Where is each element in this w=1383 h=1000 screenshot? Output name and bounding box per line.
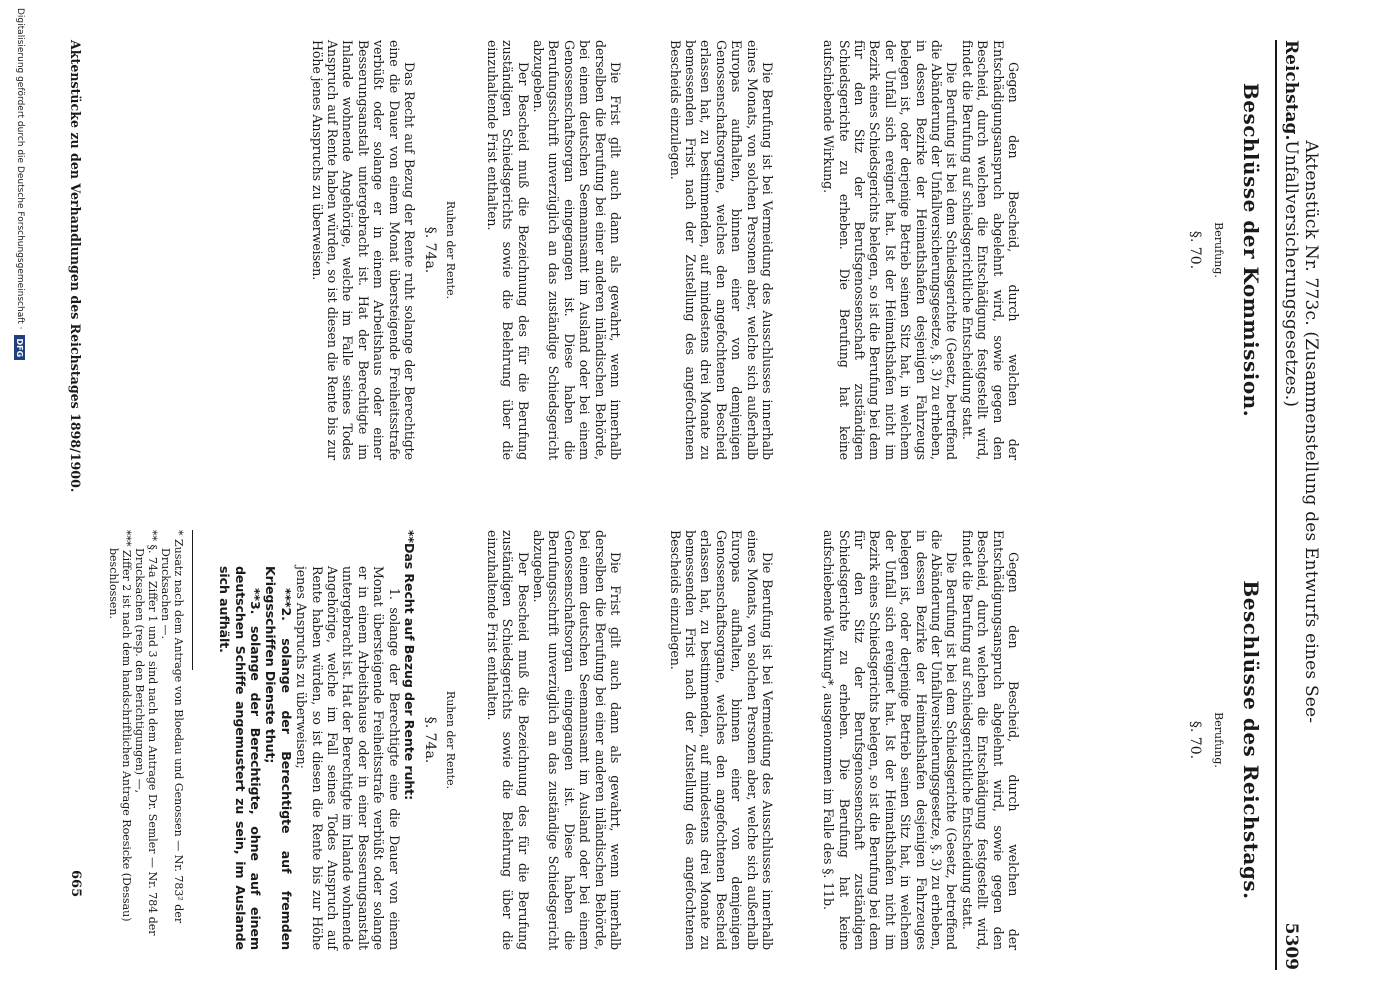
header-page-number: 5309 bbox=[1281, 922, 1301, 970]
right-paragraph-6-intro: **Das Recht auf Bezug der Rente ruht: bbox=[402, 530, 417, 801]
left-ruhen-label: Ruhen der Rente. bbox=[444, 200, 457, 300]
right-ruhen-label: Ruhen der Rente. bbox=[444, 690, 457, 790]
right-section-74a: §. 74a. bbox=[422, 716, 438, 764]
right-text-block-2 bbox=[667, 530, 775, 950]
digitization-text: Digitalisierung gefördert durch die Deutsche Forschungsgemeinschaft · bbox=[15, 8, 25, 330]
right-list-item-2: ***2. solange der Berechtigte auf fremden Kriegsschiffen Dienste thut; bbox=[263, 566, 294, 950]
left-section-70: §. 70. bbox=[1187, 230, 1203, 270]
right-list-item-3: **3. solange der Berechtigte, ohne auf einem deutschen Schiffe angemustert zu sein, im Auslande sich aufhält. bbox=[217, 566, 263, 950]
right-paragraph-5: Der Bescheid muß die Bezeichnung des für die Berufung zuständigen Schiedsgerichts sowie die Belehrung über die einzuhaltende Frist enthalten. bbox=[484, 530, 531, 950]
left-paragraph-2: Die Berufung ist bei dem Schiedsgerichte (Gesetz, betreffend die Abänderung der Unfallversicherungsgesetze, §. 3) zu erheben, in dessen Bezirke der Heimathshafen desjenigen Fahrzeugs belegen ist, oder derjenige Betrieb seinen Sitz hat, in welchem der Unfall sich ereignet hat. Ist der Heimathshafen nicht im Bezirk eines Schiedsgerichts belegen, so ist die Berufung bei dem für den Sitz der Berufsgenossenschaft zuständigen Schiedsgerichte zu erheben. Die Berufung hat keine aufschiebende Wirkung. bbox=[821, 40, 960, 460]
header-left: Reichstag. bbox=[1281, 40, 1301, 141]
right-text-block-4 bbox=[217, 530, 417, 950]
left-text-block-2 bbox=[667, 40, 775, 460]
left-paragraph-1: Gegen den Bescheid, durch welchen der Entschädigungsanspruch abgelehnt wird, sowie gegen den Bescheid, durch welchen die Entschädigung festgestellt wird, findet die Berufung auf schiedsgerichtliche Entscheidung statt. bbox=[959, 40, 1021, 460]
right-paragraph-4: Die Frist gilt auch dann als gewahrt, wenn innerhalb derselben die Berufung bei einer anderen inländischen Behörde, bei einem deutschen Seemannsamt im Ausland oder bei einem Genossenschaftsorgan eingegangen ist. Diese haben die Berufungsschrift unverzüglich an das zuständige Schiedsgericht abzugeben. bbox=[530, 530, 623, 950]
footnote-1: * Zusatz nach dem Antrage von Bloedau und Genossen — Nr. 783² der Drucksachen —. bbox=[159, 530, 185, 924]
left-paragraph-4: Die Frist gilt auch dann als gewahrt, wenn innerhalb derselben die Berufung bei einer anderen inländischen Behörde, bei einem deutschen Seemannsamt im Ausland oder bei einem Genossenschaftsorgan eingegangen ist. Diese haben die Berufungsschrift unverzüglich an das zuständige Schiedsgericht abzugeben. bbox=[530, 40, 623, 460]
left-footer: Aktenstücke zu den Verhandlungen des Reichstages 1898/1900. bbox=[68, 40, 83, 493]
left-berufung-label: Berufung. bbox=[1212, 222, 1225, 278]
right-paragraph-2: Die Berufung ist bei dem Schiedsgerichte (Gesetz, betreffend die Abänderung der Unfallversicherungsgesetze, §. 3) zu erheben, in dessen Bezirke der Heimathshafen desjenigen Fahrzeuges belegen ist, oder derjenige Betrieb seinen Sitz hat, in welchem der Unfall sich ereignet hat. Ist der Heimathshafen nicht im Bezirk eines Schiedsgerichts belegen, so ist die Berufung bei dem für den Sitz der Berufsgenossenschaft zuständigen Schiedsgerichte zu erheben. Die Berufung hat keine aufschiebende Wirkung*, ausgenommen im Falle des §. 11b. bbox=[821, 530, 960, 950]
footnote-rule bbox=[192, 530, 193, 670]
left-paragraph-3: Die Berufung ist bei Vermeidung des Ausschlusses innerhalb eines Monats, von solchen Personen aber, welche sich außerhalb Europas aufhalten, binnen einer von demjenigen Genossenschaftsorgane, welches den angefochtenen Bescheid erlassen hat, zu bestimmenden, auf mindestens drei Monate zu bemessenden Frist nach der Zustellung des angefochtenen Bescheids einzulegen. bbox=[667, 40, 775, 460]
left-section-74a: §. 74a. bbox=[422, 226, 438, 274]
footer-page-number: 665 bbox=[68, 870, 83, 898]
left-text-block-3 bbox=[484, 40, 623, 460]
footnote-3: *** Ziffer 2 ist nach dem handschriftlichen Antrage Roesicke (Dessau) beschlossen. bbox=[107, 530, 133, 922]
left-column-title: Beschlüsse der Kommission. bbox=[1239, 82, 1263, 418]
right-column-title: Beschlüsse des Reichstags. bbox=[1239, 580, 1263, 900]
right-section-70: §. 70. bbox=[1187, 720, 1203, 760]
left-paragraph-5: Der Bescheid muß die Bezeichnung des für die Berufung zuständigen Schiedsgerichts sowie die Belehrung über die einzuhaltende Frist enthalten. bbox=[484, 40, 531, 460]
right-paragraph-1: Gegen den Bescheid, durch welchen der Entschädigungsanspruch abgelehnt wird, sowie gegen den Bescheid, durch welchen die Entschädigung festgestellt wird, findet die Berufung auf schiedsgerichtliche Entscheidung statt. bbox=[959, 530, 1021, 950]
page-header bbox=[1275, 40, 1321, 970]
header-center: Aktenstück Nr. 773c. (Zusammenstellung des Entwurfs eines See-Unfallversicherungsgesetzes.) bbox=[1281, 140, 1321, 724]
right-text-block-1 bbox=[821, 530, 1021, 950]
footnote-2: ** §. 74a Ziffer 1 und 3 sind nach dem Antrage Dr. Semler — Nr. 784 der Drucksachen (resp. den Berichtigungen) —, bbox=[133, 530, 159, 936]
right-berufung-label: Berufung. bbox=[1212, 712, 1225, 768]
left-text-block-4 bbox=[309, 40, 417, 460]
right-paragraph-3: Die Berufung ist bei Vermeidung des Ausschlusses innerhalb eines Monats, von solchen Personen aber, welche sich außerhalb Europas aufhalten, binnen einer von demjenigen Genossenschaftsorgane, welches den angefochtenen Bescheid erlassen hat, zu bestimmenden, auf mindestens drei Monate zu bemessenden Frist nach der Zustellung des angefochtenen Bescheids einzulegen. bbox=[667, 530, 775, 950]
right-footnotes bbox=[107, 530, 185, 950]
dfg-logo: DFG bbox=[15, 335, 26, 360]
digitization-note bbox=[10, 8, 30, 608]
left-paragraph-6: Das Recht auf Bezug der Rente ruht solange der Berechtigte eine die Dauer von einem Monat übersteigende Freiheitsstrafe verbüßt oder solange er in einem Arbeitshaus oder einer Besserungsanstalt untergebracht ist. Hat der Berechtigte im Inlande wohnende Angehörige, welche im Falle seines Todes Anspruch auf Rente haben würden, so ist diesen die Rente bis zur Höhe jenes Anspruchs zu überweisen. bbox=[309, 40, 417, 460]
right-text-block-3 bbox=[484, 530, 623, 950]
right-list-item-1: 1. solange der Berechtigte eine die Dauer von einem Monat übersteigende Freiheitsstrafe verbüßt oder solange er in einem Arbeitshause oder in einer Besserungsanstalt untergebracht ist. Hat der Berechtigte im Inlande wohnende Angehörige, welche im Fall seines Todes Anspruch auf Rente haben würden, so ist diesen die Rente bis zur Höhe jenes Anspruchs zu überweisen; bbox=[294, 566, 402, 950]
left-text-block-1 bbox=[821, 40, 1021, 460]
